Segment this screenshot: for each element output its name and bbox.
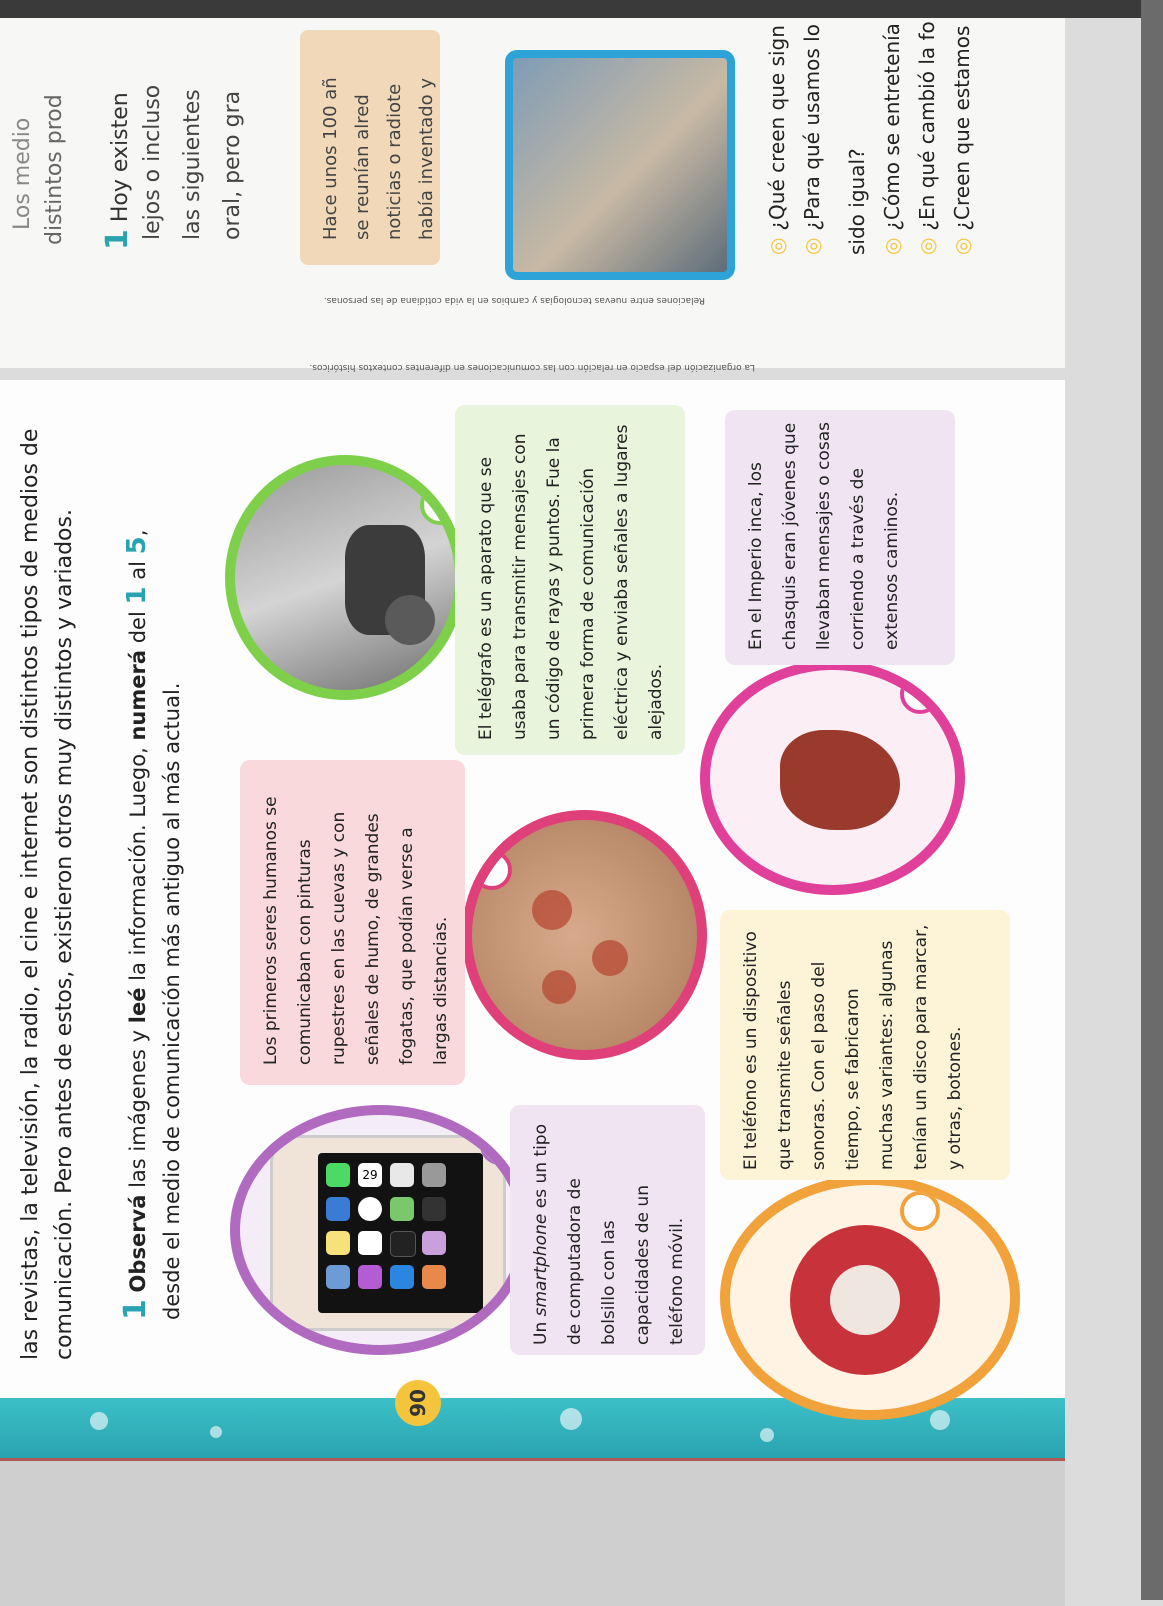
question-text: ¿Creen que estamos (950, 25, 974, 231)
card-text: es un tipo de computadora de bolsillo con las capacidades de un teléfono móvil. (531, 1124, 687, 1345)
question-5 (950, 26, 974, 255)
note-line-1: Hace unos 100 añ (320, 77, 341, 240)
bullet-icon: ◎ (880, 230, 904, 255)
hand-print (532, 890, 572, 930)
page-edges (0, 1455, 1065, 1606)
instruction-text: del (126, 604, 150, 650)
messages-icon (326, 1163, 350, 1187)
telegraph-operator-image (225, 455, 465, 700)
facing-line-3: las siguientes (180, 89, 205, 240)
question-3 (880, 23, 904, 255)
rotary-telephone-image (720, 1175, 1020, 1420)
number-answer-bubble[interactable] (900, 674, 940, 714)
question-4 (915, 21, 939, 255)
number-answer-bubble[interactable] (900, 1191, 940, 1231)
instruction-text: , (126, 529, 150, 537)
number-answer-bubble[interactable] (472, 850, 512, 890)
bullet-icon: ◎ (765, 230, 789, 255)
instruction-text: al (126, 554, 150, 587)
activity-instruction (118, 530, 153, 1320)
clock-icon (358, 1197, 382, 1221)
item-number: 1 (100, 229, 135, 250)
app-store-icon (390, 1265, 414, 1289)
scan-border-top (0, 0, 1163, 18)
intro-line-1: las revistas, la televisión, la radio, el cine e internet son distintos tipos de medios de (18, 428, 43, 1360)
hand-print (542, 970, 576, 1004)
camera-icon (422, 1163, 446, 1187)
instruction-text: la información. Luego, (126, 740, 150, 988)
notes-icon (326, 1231, 350, 1255)
decor-dot (560, 1408, 582, 1430)
decor-dot (760, 1428, 774, 1442)
chasqui-info-text: En el Imperio inca, los chasquis eran jóvenes que llevaban mensajes o cosas corriendo a través de extensos caminos. (746, 422, 902, 650)
smartphone-image (230, 1105, 530, 1355)
telephone-info-text: El teléfono es un dispositivo que transmite señales sonoras. Con el paso del tiempo, se fabricaron muchas variantes: algunas tenían un disco para marcar, y otras, botones. (741, 924, 965, 1170)
gutter-caption-lower: La organización del espacio en relación con las comunicaciones en diferentes contextos históricos. (309, 362, 755, 372)
verb-numera: numerá (126, 649, 150, 741)
note-line-2: se reunían alred (352, 94, 373, 240)
maps-icon (390, 1197, 414, 1221)
verb-observa: Observá (126, 1194, 150, 1293)
decor-dot (90, 1412, 108, 1430)
facing-line-2: lejos o incluso (140, 84, 165, 240)
bullet-icon: ◎ (950, 230, 974, 255)
note-line-4: había inventado y (416, 77, 437, 240)
number-answer-bubble[interactable] (420, 485, 460, 525)
gutter-caption-upper: Relaciones entre nuevas tecnologías y cambios en la vida cotidiana de las personas. (323, 295, 705, 305)
telegraph-info-text: El telégrafo es un aparato que se usaba para transmitir mensajes con un código de rayas y puntos. Fue la primera forma de comunicación eléctrica y enviaba señales a lugares alejados. (476, 424, 666, 740)
question-text: ¿Qué creen que sign (765, 25, 789, 231)
cave-painting-image (462, 810, 707, 1060)
phone-dial (790, 1225, 940, 1375)
newsstand-icon (326, 1265, 350, 1289)
question-text: ¿En qué cambió la fo (915, 21, 939, 231)
activity-number: 1 (118, 1299, 153, 1320)
intro-line-2: comunicación. Pero antes de estos, existieron otros muy distintos y variados. (52, 509, 77, 1360)
phone-body (270, 1135, 506, 1331)
reminders-icon (358, 1231, 382, 1255)
telegraph-info-card (455, 405, 685, 755)
facing-page-fragment-2: distintos prod (42, 94, 67, 245)
facing-page-fragment-1: Los medio (10, 117, 35, 230)
passbook-icon (422, 1265, 446, 1289)
question-text: ¿Para qué usamos lo (800, 24, 824, 231)
activity-instruction-line-2: desde el medio de comunicación más antiguo al más actual. (160, 682, 184, 1320)
smartphone-info-text (524, 1115, 694, 1345)
dial-center (830, 1265, 900, 1335)
decor-dot (210, 1426, 222, 1438)
facing-line: Hoy existen (108, 92, 133, 223)
smartphone-info-card (510, 1105, 705, 1355)
bullet-icon: ◎ (800, 230, 824, 255)
scan-border-right (1141, 0, 1163, 1600)
card-text-italic: smartphone (531, 1213, 551, 1317)
videos-icon (422, 1197, 446, 1221)
decor-dot (930, 1410, 950, 1430)
runner-figure (780, 730, 900, 830)
cave-painting-info-card (240, 760, 465, 1085)
verb-lee: leé (126, 987, 150, 1024)
game-center-icon (422, 1231, 446, 1255)
hand-print (592, 940, 628, 976)
itunes-store-icon (358, 1265, 382, 1289)
telephone-info-card (720, 910, 1010, 1180)
range-from: 1 (122, 586, 152, 605)
bullet-icon: ◎ (915, 230, 939, 255)
question-1 (765, 25, 789, 255)
telegraph-device (385, 595, 435, 645)
calendar-icon: 29 (358, 1163, 382, 1187)
stocks-icon (390, 1231, 416, 1257)
chasqui-info-card (725, 410, 955, 665)
weather-icon (326, 1197, 350, 1221)
question-2 (800, 24, 824, 255)
instruction-text: las imágenes y (126, 1023, 150, 1195)
page-number: 90 (395, 1380, 441, 1426)
card-text: Un (531, 1316, 551, 1345)
note-line-3: noticias o radiote (384, 83, 405, 240)
question-2-cont: sido igual? (845, 148, 869, 255)
chasqui-runner-image (700, 660, 965, 895)
cave-painting-info-text: Los primeros seres humanos se comunicaban con pinturas rupestres en las cuevas y con señales de humo, de grandes fogatas, que podían verse a largas distancias. (261, 796, 451, 1065)
facing-page-item (100, 92, 135, 250)
photos-icon (390, 1163, 414, 1187)
phone-screen (318, 1153, 483, 1313)
facing-line-4: oral, pero gra (220, 90, 245, 240)
question-text: ¿Cómo se entretenía (880, 23, 904, 231)
family-photo (505, 50, 735, 280)
range-to: 5 (122, 536, 152, 555)
